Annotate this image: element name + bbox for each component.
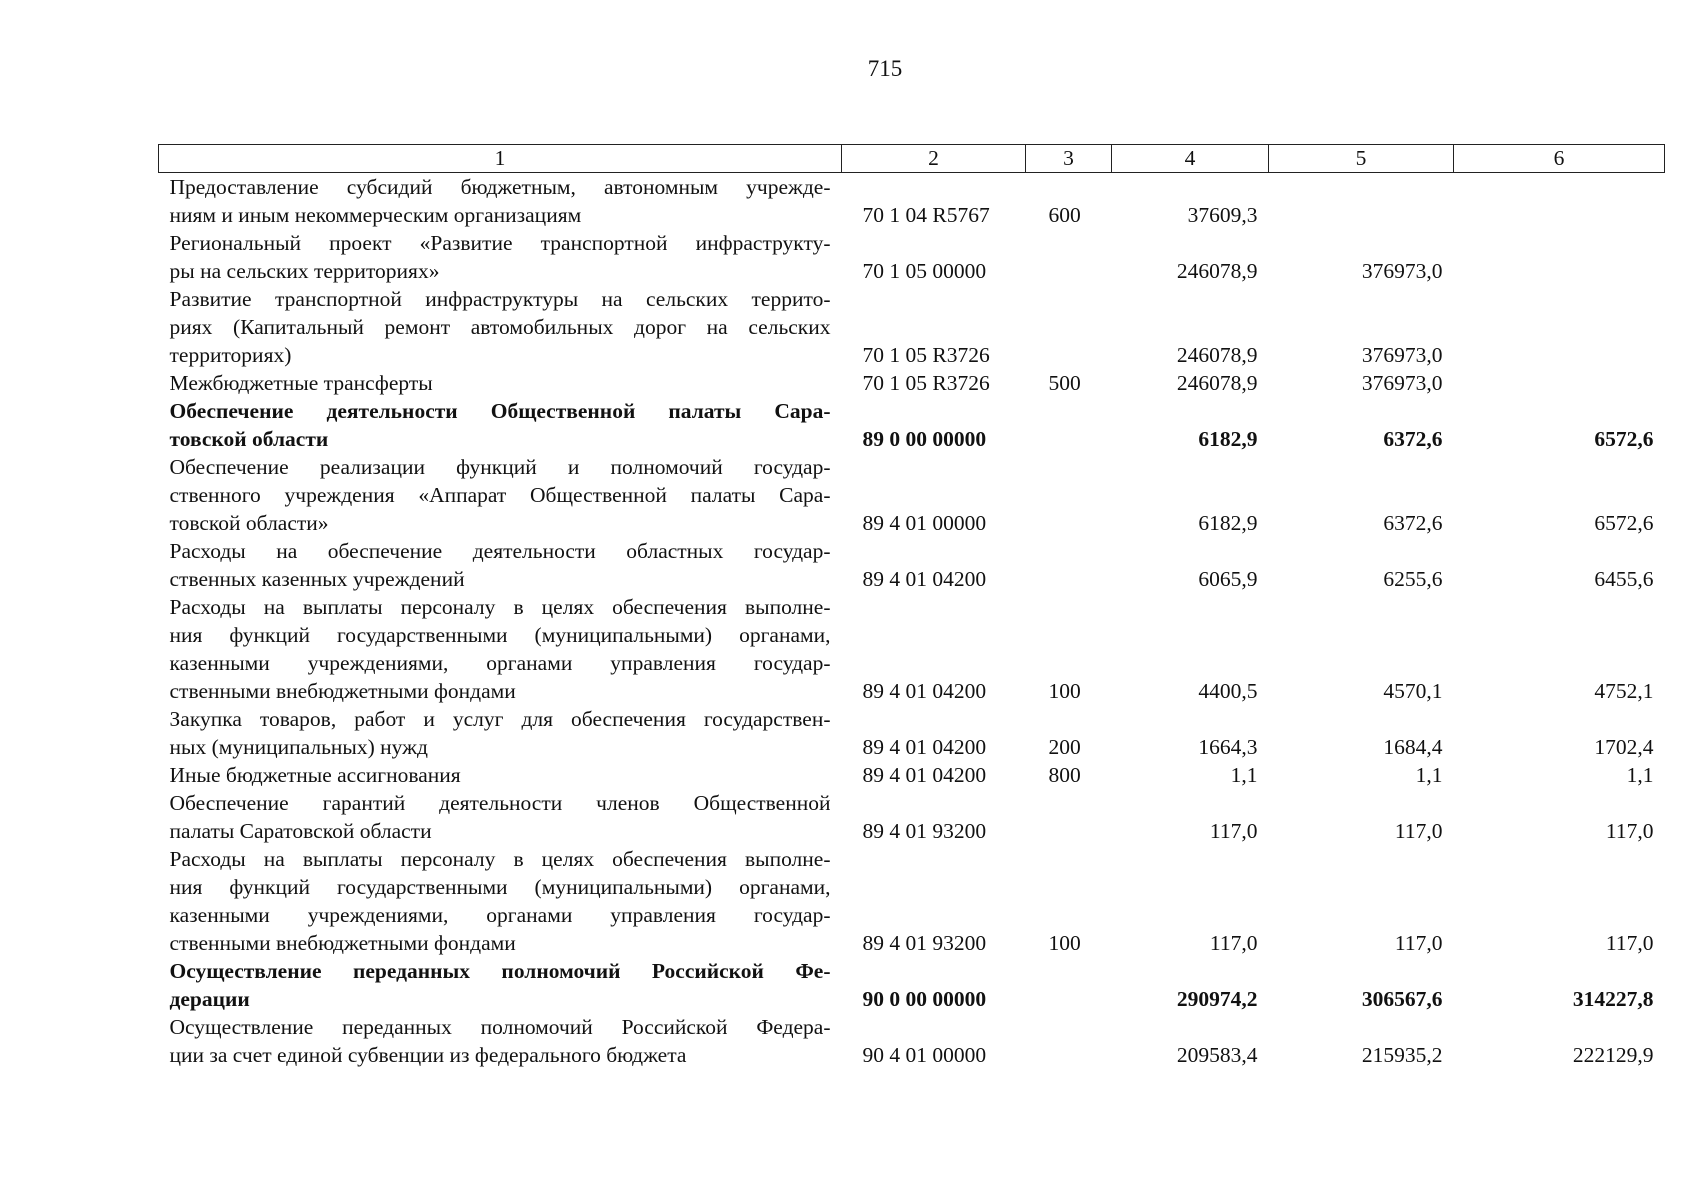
row-name-line: территориях)	[169, 343, 292, 367]
header-col-5: 5	[1269, 145, 1454, 173]
row-expense-type	[1026, 1013, 1112, 1069]
row-code: 70 1 05 R3726	[862, 343, 990, 367]
row-code: 89 0 00 00000	[862, 427, 987, 451]
row-name-line: Развитие транспортной инфраструктуры на сельских террито-	[169, 287, 831, 311]
row-code: 90 4 01 00000	[862, 1043, 987, 1067]
row-value-col4: 290974,2	[1176, 987, 1258, 1011]
row-name-line: палаты Саратовской области	[169, 819, 432, 843]
row-value-col5: 117,0	[1394, 819, 1443, 843]
row-name-line: Осуществление переданных полномочий Российской Федера-	[169, 1015, 831, 1039]
table-row	[159, 229, 1665, 285]
row-value-col4: 6065,9	[1198, 567, 1258, 591]
row-value-col4: 117,0	[1209, 931, 1258, 955]
table-row	[159, 957, 1665, 1013]
row-value-col6: 6572,6	[1594, 511, 1654, 535]
table-row	[159, 705, 1665, 761]
header-col-3: 3	[1026, 145, 1112, 173]
row-expense-type: 100	[1048, 679, 1081, 703]
table-row	[159, 761, 1665, 789]
row-name	[159, 789, 842, 845]
row-name-line: Иные бюджетные ассигнования	[169, 763, 461, 787]
table-row	[159, 537, 1665, 593]
row-expense-type: 200	[1048, 735, 1081, 759]
table-header	[159, 145, 1665, 173]
row-name-line: Расходы на обеспечение деятельности областных государ-	[169, 539, 831, 563]
row-value-col6: 4752,1	[1594, 679, 1654, 703]
row-name-line: ры на сельских территориях»	[169, 259, 440, 283]
row-name-line: ниям и иным некоммерческим организациям	[169, 203, 582, 227]
row-name-line: Обеспечение гарантий деятельности членов Общественной	[169, 791, 831, 815]
row-value-col6	[1454, 285, 1665, 369]
row-name-line: Обеспечение реализации функций и полномочий государ-	[169, 455, 831, 479]
row-value-col5: 4570,1	[1383, 679, 1443, 703]
row-name-line: ственных казенных учреждений	[169, 567, 465, 591]
row-name-line: Обеспечение деятельности Общественной палаты Сара-	[169, 399, 831, 423]
table-row	[159, 285, 1665, 369]
row-value-col4: 117,0	[1209, 819, 1258, 843]
row-value-col5: 376973,0	[1361, 371, 1443, 395]
row-name	[159, 957, 842, 1013]
row-name-line: ния функций государственными (муниципальными) органами,	[169, 875, 831, 899]
row-name-line: ции за счет единой субвенции из федерального бюджета	[169, 1043, 687, 1067]
row-code: 70 1 05 00000	[862, 259, 987, 283]
table-row	[159, 789, 1665, 845]
row-value-col6: 117,0	[1605, 931, 1654, 955]
row-value-col4: 4400,5	[1198, 679, 1258, 703]
row-name-line: Расходы на выплаты персоналу в целях обеспечения выполне-	[169, 847, 831, 871]
row-value-col4: 6182,9	[1198, 511, 1258, 535]
row-expense-type: 100	[1048, 931, 1081, 955]
row-code: 89 4 01 04200	[862, 679, 987, 703]
row-expense-type	[1026, 537, 1112, 593]
row-value-col4: 1,1	[1230, 763, 1258, 787]
header-col-4: 4	[1112, 145, 1269, 173]
row-name	[159, 705, 842, 761]
row-code: 90 0 00 00000	[862, 987, 987, 1011]
row-name-line: дерации	[169, 987, 250, 1011]
table-row	[159, 1013, 1665, 1069]
row-name-line: казенными учреждениями, органами управления государ-	[169, 903, 831, 927]
row-expense-type: 600	[1048, 203, 1081, 227]
table-body	[159, 173, 1665, 1070]
row-name-line: ных (муниципальных) нужд	[169, 735, 428, 759]
row-code: 89 4 01 04200	[862, 735, 987, 759]
row-name-line: Региональный проект «Развитие транспортной инфраструкту-	[169, 231, 831, 255]
row-name-line: ственными внебюджетными фондами	[169, 931, 516, 955]
table-row	[159, 369, 1665, 397]
row-value-col6: 1,1	[1626, 763, 1654, 787]
row-value-col4: 6182,9	[1198, 427, 1258, 451]
row-value-col6: 6572,6	[1594, 427, 1654, 451]
row-name	[159, 593, 842, 705]
row-name	[159, 369, 842, 397]
row-value-col6: 222129,9	[1572, 1043, 1654, 1067]
row-value-col6	[1454, 173, 1665, 230]
row-expense-type: 800	[1048, 763, 1081, 787]
row-value-col5: 6372,6	[1383, 427, 1443, 451]
row-code: 70 1 05 R3726	[862, 371, 990, 395]
row-value-col5: 376973,0	[1361, 259, 1443, 283]
row-name-line: Закупка товаров, работ и услуг для обеспечения государствен-	[169, 707, 831, 731]
row-value-col6: 6455,6	[1594, 567, 1654, 591]
row-name-line: ственного учреждения «Аппарат Общественной палаты Сара-	[169, 483, 831, 507]
row-code: 89 4 01 04200	[862, 763, 987, 787]
row-name	[159, 229, 842, 285]
row-value-col4: 37609,3	[1187, 203, 1258, 227]
row-value-col5: 215935,2	[1361, 1043, 1443, 1067]
row-name	[159, 1013, 842, 1069]
row-name-line: ния функций государственными (муниципальными) органами,	[169, 623, 831, 647]
row-value-col6: 1702,4	[1594, 735, 1654, 759]
row-name-line: Межбюджетные трансферты	[169, 371, 433, 395]
row-code: 89 4 01 93200	[862, 819, 987, 843]
row-name	[159, 537, 842, 593]
row-value-col5	[1269, 173, 1454, 230]
header-col-2: 2	[842, 145, 1026, 173]
budget-table	[158, 144, 1665, 1069]
row-value-col6	[1454, 369, 1665, 397]
row-value-col4: 246078,9	[1176, 371, 1258, 395]
header-col-1: 1	[159, 145, 842, 173]
row-name	[159, 285, 842, 369]
row-name-line: товской области»	[169, 511, 329, 535]
row-expense-type	[1026, 229, 1112, 285]
row-value-col5: 376973,0	[1361, 343, 1443, 367]
row-name	[159, 761, 842, 789]
row-expense-type	[1026, 285, 1112, 369]
row-name-line: риях (Капитальный ремонт автомобильных дорог на сельских	[169, 315, 831, 339]
row-code: 70 1 04 R5767	[862, 203, 990, 227]
row-expense-type	[1026, 453, 1112, 537]
row-name	[159, 397, 842, 453]
row-value-col5: 117,0	[1394, 931, 1443, 955]
table-row	[159, 453, 1665, 537]
row-name-line: ственными внебюджетными фондами	[169, 679, 516, 703]
page-number: 715	[867, 56, 903, 81]
row-name-line: Осуществление переданных полномочий Российской Фе-	[169, 959, 831, 983]
table-row	[159, 845, 1665, 957]
row-value-col6: 314227,8	[1572, 987, 1654, 1011]
row-value-col5: 6372,6	[1383, 511, 1443, 535]
row-value-col4: 209583,4	[1176, 1043, 1258, 1067]
row-code: 89 4 01 00000	[862, 511, 987, 535]
row-expense-type	[1026, 957, 1112, 1013]
header-row	[159, 145, 1665, 173]
row-value-col4: 246078,9	[1176, 343, 1258, 367]
row-value-col4: 1664,3	[1198, 735, 1258, 759]
row-value-col5: 1684,4	[1383, 735, 1443, 759]
row-code: 89 4 01 04200	[862, 567, 987, 591]
row-name-line: Расходы на выплаты персоналу в целях обеспечения выполне-	[169, 595, 831, 619]
row-value-col4: 246078,9	[1176, 259, 1258, 283]
table-row	[159, 593, 1665, 705]
row-name-line: товской области	[169, 427, 329, 451]
table-row	[159, 397, 1665, 453]
row-expense-type	[1026, 397, 1112, 453]
row-name	[159, 173, 842, 230]
header-col-6: 6	[1454, 145, 1665, 173]
row-name	[159, 453, 842, 537]
row-name-line: казенными учреждениями, органами управления государ-	[169, 651, 831, 675]
table-row	[159, 173, 1665, 230]
row-value-col6: 117,0	[1605, 819, 1654, 843]
row-expense-type: 500	[1048, 371, 1081, 395]
row-code: 89 4 01 93200	[862, 931, 987, 955]
row-value-col5: 6255,6	[1383, 567, 1443, 591]
row-expense-type	[1026, 789, 1112, 845]
row-value-col5: 1,1	[1415, 763, 1443, 787]
row-name	[159, 845, 842, 957]
row-value-col6	[1454, 229, 1665, 285]
row-name-line: Предоставление субсидий бюджетным, автономным учрежде-	[169, 175, 831, 199]
row-value-col5: 306567,6	[1361, 987, 1443, 1011]
